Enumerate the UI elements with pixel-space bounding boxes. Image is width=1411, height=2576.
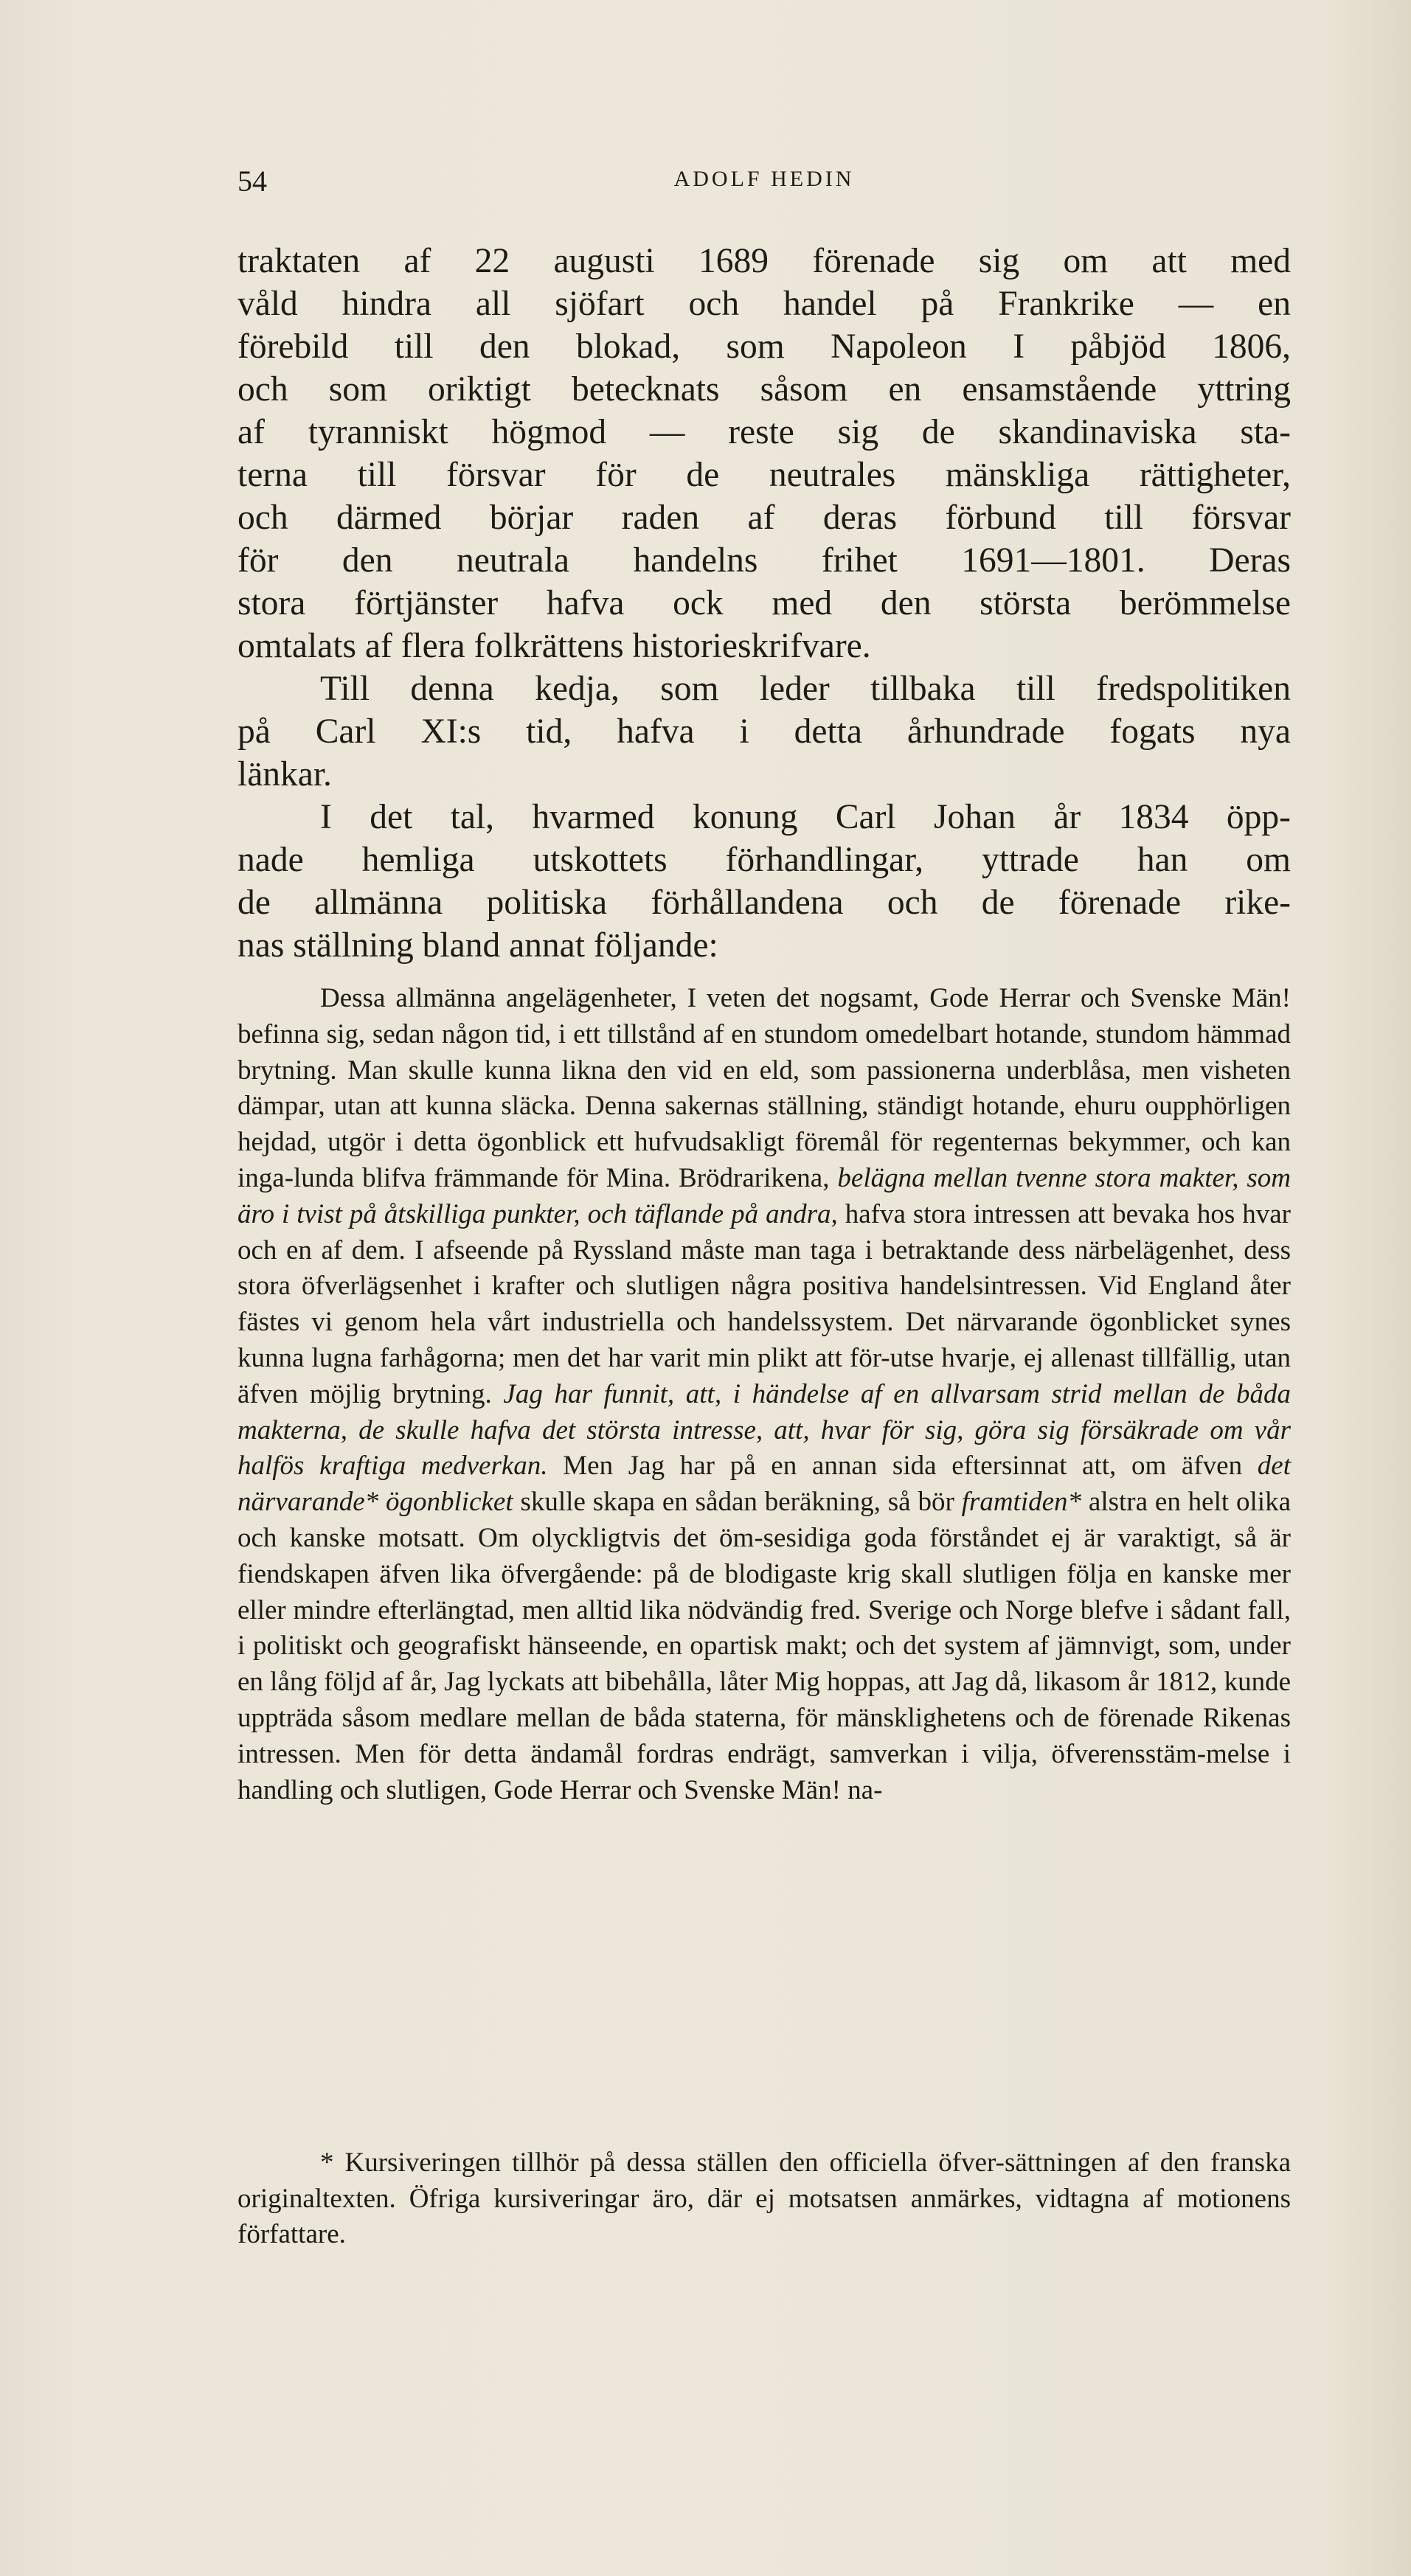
text-line: terna till försvar för de neutrales mänskliga rättigheter, — [238, 456, 1291, 494]
footnote-text: * Kursiveringen tillhör på dessa ställen den officiella öfver-sättningen af den franska originaltexten. Öfriga kursiveringar äro, där ej motsatsen anmärkes, vidtagna af motionens författare. — [238, 2148, 1291, 2250]
quote-text: alstra en helt olika och kanske motsatt. Om olyckligtvis det öm-sesidiga goda förståndet ej är varaktigt, så är fiendskapen äfven lika öfvergående: på de blodigaste krig skall slutligen följa en kanske mer eller mindre efterlängtad, men alltid lika nödvändig fred. Sverige och Norge blefve i sådant fall, i politiskt och geografiskt hänseende, en opartisk makt; och det system af jämnvigt, som, under en lång följd af år, Jag lyckats att bibehålla, låter Mig hoppas, att Jag då, likasom år 1812, kunde uppträda såsom medlare mellan de båda staterna, för mänsklighetens och de förenade Rikenas intressen. Men för detta ändamål fordras endrägt, samverkan i vilja, öfverensstäm-melse i handling och slutligen, Gode Herrar och Svenske Män! na- — [238, 1487, 1292, 1805]
text-line: länkar. — [238, 755, 332, 794]
quote-text: Men Jag har på en annan sida eftersinnat att, om äfven — [547, 1451, 1258, 1482]
text-line: traktaten af 22 augusti 1689 förenade sig om att med — [238, 242, 1291, 280]
text-line: nas ställning bland annat följande: — [238, 926, 718, 965]
text-line: på Carl XI:s tid, hafva i detta århundrade fogats nya — [238, 712, 1291, 751]
footnote — [238, 2145, 1291, 2253]
quote-emphasis: Jag har funnit, att, i händelse af en allvarsam strid mellan de båda makterna, de skulle hafva det största intresse, att, hvar för sig, göra sig försäkrade om vår halfös kraftiga medverkan. — [238, 1378, 1291, 1482]
text-line: Till denna kedja, som leder tillbaka till fredspolitiken — [320, 670, 1291, 708]
text-line: och därmed börjar raden af deras förbund till försvar — [238, 499, 1291, 537]
text-line: våld hindra all sjöfart och handel på Frankrike — en — [238, 285, 1291, 323]
text-line: stora förtjänster hafva ock med den största berömmelse — [238, 584, 1291, 622]
quote-text: skulle skapa en sådan beräkning, så bör — [513, 1487, 962, 1518]
quote-paragraph — [238, 981, 1291, 1808]
paragraph-3 — [238, 796, 1291, 967]
text-line: för den neutrala handelns frihet 1691—1801. Deras — [238, 541, 1291, 580]
main-text — [238, 240, 1291, 967]
text-line: omtalats af flera folkrättens historieskrifvare. — [238, 627, 871, 665]
running-head — [238, 164, 1291, 208]
quote-text: Dessa allmänna angelägenheter, I veten det nogsamt, Gode Herrar och Svenske Män! befinna sig, sedan någon tid, i ett tillstånd af en stundom omedelbart hotande, stundom hämmad brytning. Man skulle kunna likna den vid en eld, som passionerna underblåsa, men visheten dämpar, utan att kunna släcka. Denna sakernas ställning, ständigt hotande, ehuru oupphörligen hejdad, utgör i detta ögonblick ett hufvudsakligt föremål för regenternas bekymmer, och kan inga-lunda blifva främmande för Mina. Brödrarikena, — [238, 983, 1291, 1193]
block-quote — [238, 981, 1291, 1808]
text-line: I det tal, hvarmed konung Carl Johan år 1834 öpp- — [320, 798, 1291, 836]
text-line: nade hemliga utskottets förhandlingar, yttrade han om — [238, 841, 1291, 879]
text-line: de allmänna politiska förhållandena och de förenade rike- — [238, 883, 1291, 922]
text-line: förebild till den blokad, som Napoleon I påbjöd 1806, — [238, 327, 1291, 366]
paragraph-2 — [238, 667, 1291, 796]
running-title: ADOLF HEDIN — [673, 167, 855, 191]
page-number: 54 — [238, 164, 267, 198]
quote-emphasis: det närvarande* ögonblicket — [238, 1451, 1291, 1518]
paragraph-1 — [238, 240, 1291, 667]
text-line: och som oriktigt betecknats såsom en ensamstående yttring — [238, 370, 1291, 409]
text-line: af tyranniskt högmod — reste sig de skandinaviska sta- — [238, 413, 1291, 451]
quote-emphasis: belägna mellan tvenne stora makter, som äro i tvist på åtskilliga punkter, och täflande på andra, — [238, 1162, 1291, 1229]
quote-text: hafva stora intressen att bevaka hos hvar och en af dem. I afseende på Ryssland måste man taga i betraktande dess närbelägenhet, dess stora öfverlägsenhet i krafter och slutligen några positiva handelsintressen. Vid England åter fästes vi genom hela vårt industriella och handelssystem. Det närvarande ögonblicket synes kunna lugna farhågorna; men det har varit min plikt att för-utse hvarje, ej allenast tillfällig, utan äfven möjlig brytning. — [238, 1198, 1291, 1409]
quote-emphasis: framtiden* — [961, 1487, 1082, 1518]
